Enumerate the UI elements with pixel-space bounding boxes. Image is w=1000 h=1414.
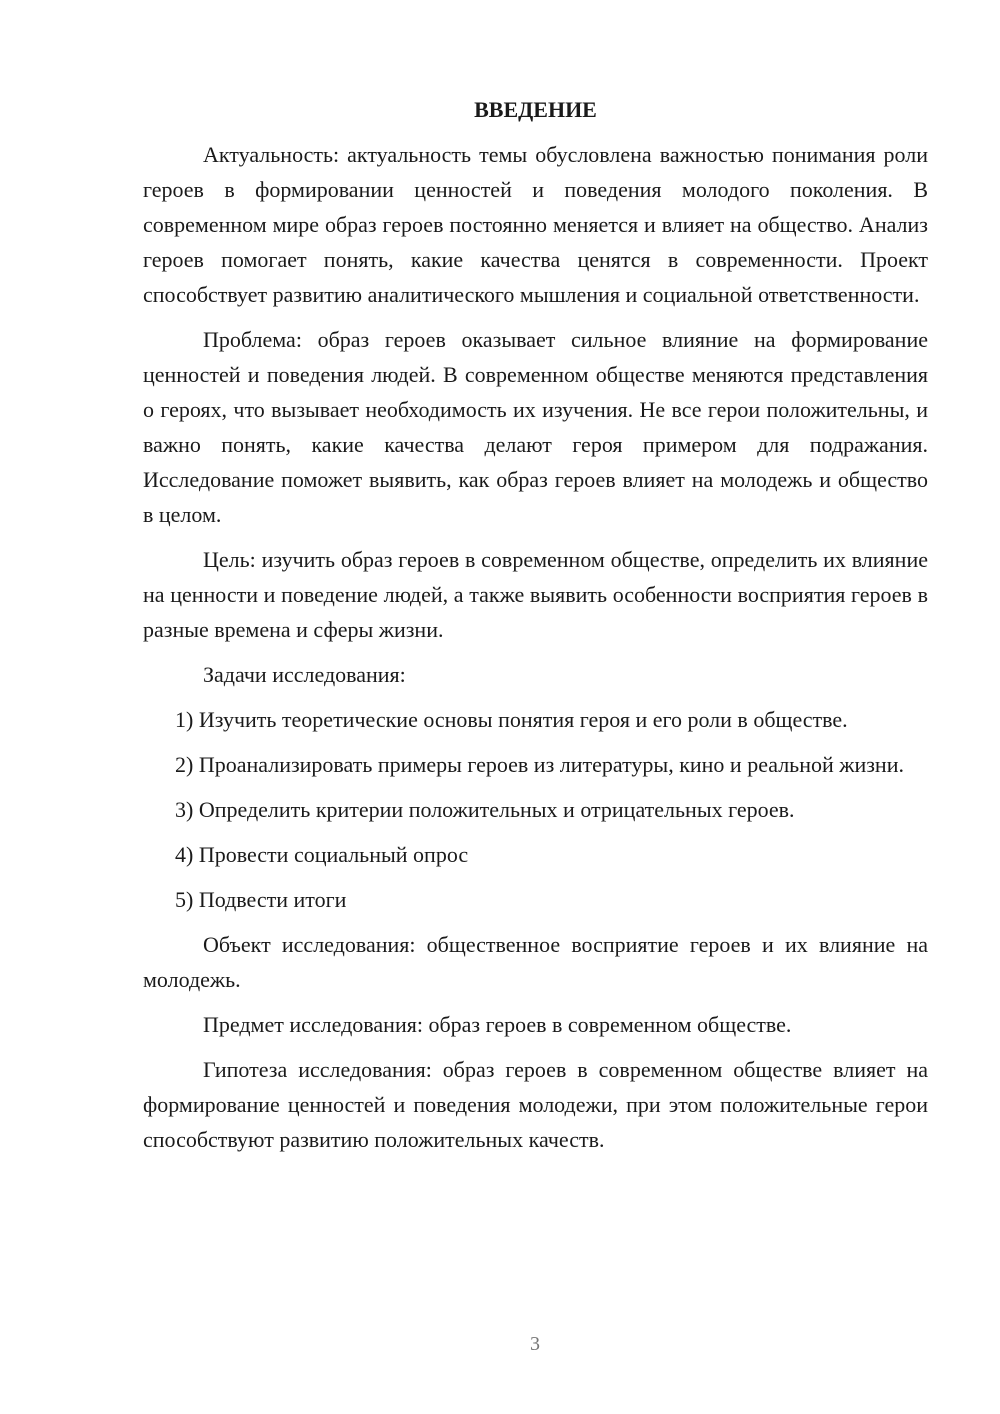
object-paragraph: Объект исследования: общественное восприятие героев и их влияние на молодежь. [143, 932, 928, 992]
task-item-4: 4) Провести социальный опрос [175, 842, 469, 867]
problem-paragraph: Проблема: образ героев оказывает сильное влияние на формирование ценностей и поведения людей. В современном обществе меняются представления о героях, что вызывает необходимость их изучения. Не все герои положительны, и важно понять, какие качества делают героя примером для подражания. Исследование поможет выявить, как образ героев влияет на молодежь и общество в целом. [143, 327, 928, 527]
task-item-3: 3) Определить критерии положительных и отрицательных героев. [175, 797, 795, 822]
tasks-heading: Задачи исследования: [203, 662, 406, 687]
task-item-1: 1) Изучить теоретические основы понятия героя и его роли в обществе. [175, 707, 848, 732]
section-title: ВВЕДЕНИЕ [474, 97, 597, 122]
task-item-5: 5) Подвести итоги [175, 887, 347, 912]
page-number: 3 [530, 1333, 540, 1355]
task-item-2: 2) Проанализировать примеры героев из литературы, кино и реальной жизни. [175, 752, 904, 777]
hypothesis-paragraph: Гипотеза исследования: образ героев в современном обществе влияет на формирование ценностей и поведения молодежи, при этом положительные герои способствуют развитию положительных качеств. [143, 1057, 928, 1152]
goal-paragraph: Цель: изучить образ героев в современном обществе, определить их влияние на ценности и поведение людей, а также выявить особенности восприятия героев в разные времена и сферы жизни. [143, 547, 928, 642]
document-body [143, 92, 928, 1167]
relevance-paragraph: Актуальность: актуальность темы обусловлена важностью понимания роли героев в формировании ценностей и поведения молодого поколения. В современном мире образ героев постоянно меняется и влияет на общество. Анализ героев помогает понять, какие качества ценятся в современности. Проект способствует развитию аналитического мышления и социальной ответственности. [143, 142, 928, 307]
subject-paragraph: Предмет исследования: образ героев в современном обществе. [203, 1012, 792, 1037]
